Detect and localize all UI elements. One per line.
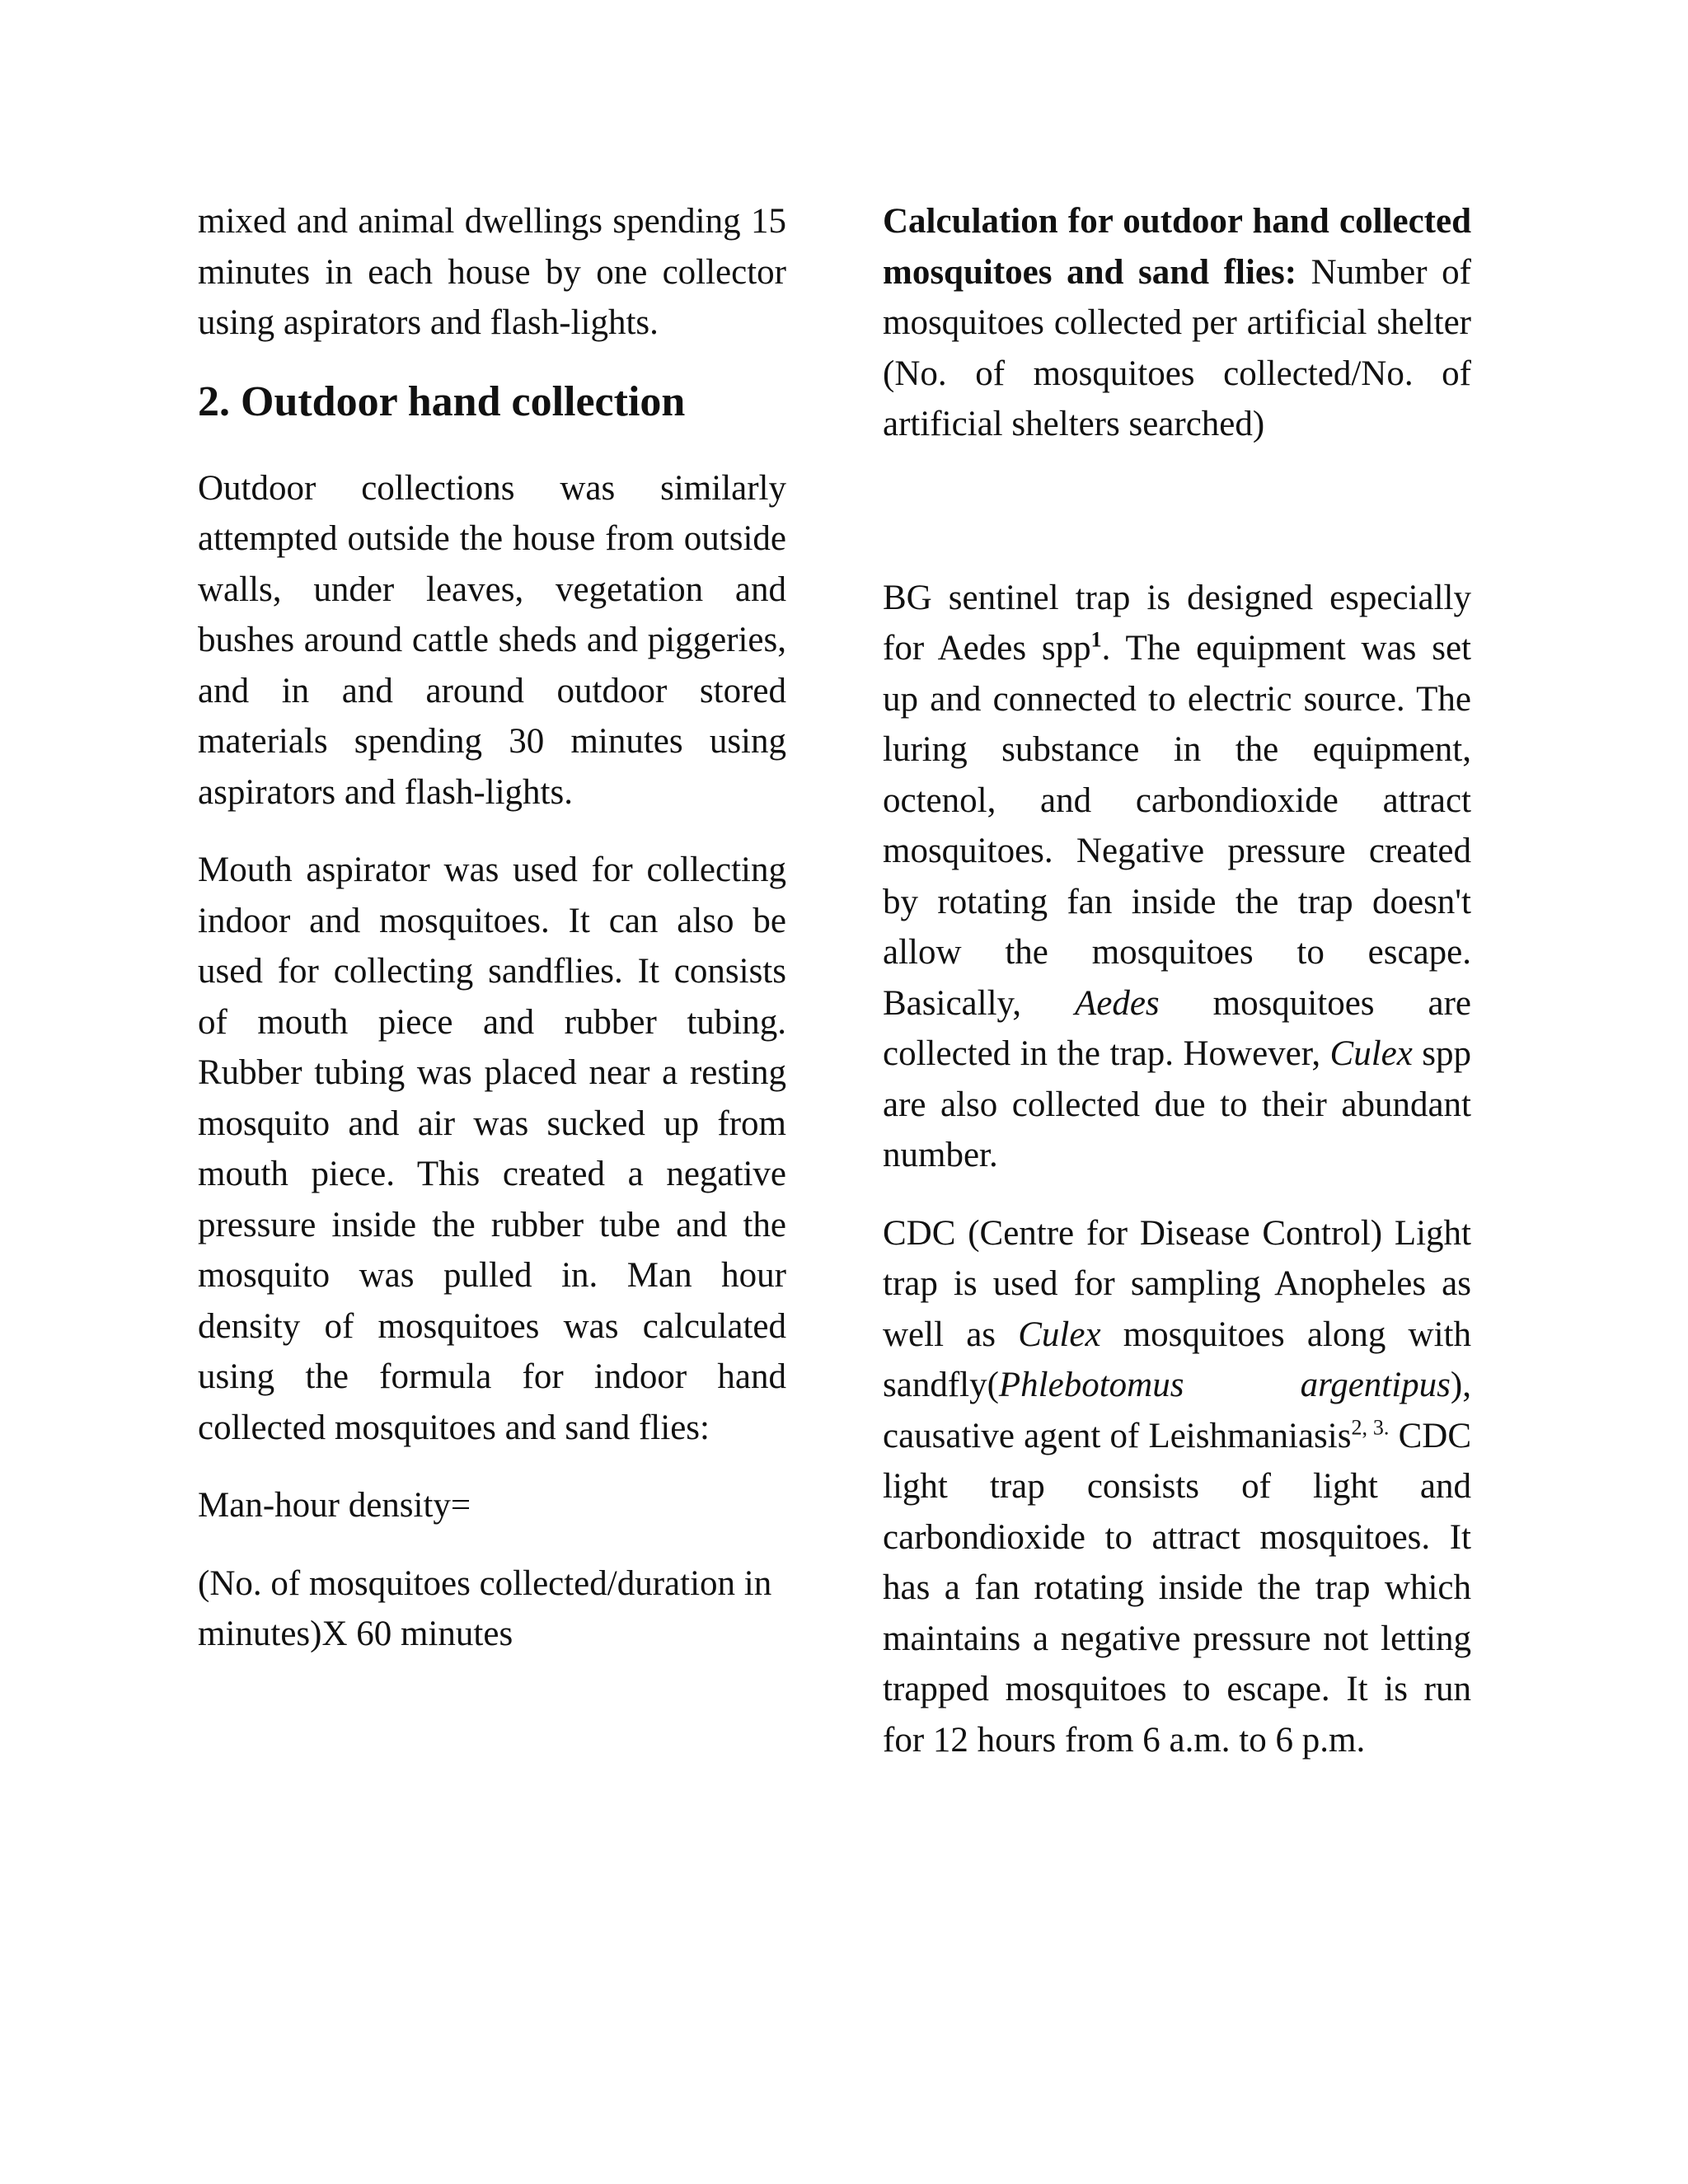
section-heading-outdoor-hand-collection: 2. Outdoor hand collection	[198, 377, 686, 425]
genus-aedes: Aedes	[1074, 983, 1160, 1023]
bg-sentinel-paragraph	[883, 573, 1471, 1181]
citation-superscript	[1091, 628, 1102, 652]
outdoor-collection-paragraph: Outdoor collections was similarly attempted outside the house from outside walls, under leaves, vegetation and bushes around cattle sheds and piggeries, and in and around outdoor stored materials spending 30 minutes using aspirators and flash-lights.	[198, 468, 786, 812]
man-hour-density-formula: (No. of mosquitoes collected/duration in minutes)X 60 minutes	[198, 1563, 772, 1653]
bg-text-2: . The equipment was set up and connected to electric source. The luring substance in the equipment, octenol, and carbondioxide attract mosquitoes. Negative pressure created by rotating fan inside the trap doesn't allow the mosquitoes to escape. Basically,	[883, 629, 1471, 1023]
column-gap	[883, 477, 1471, 573]
intro-paragraph: mixed and animal dwellings spending 15 minutes in each house by one collector using aspirators and flash-lights.	[198, 202, 786, 342]
left-column	[198, 196, 786, 1687]
mouth-aspirator-paragraph: Mouth aspirator was used for collecting indoor and mosquitoes. It can also be used for collecting sandflies. It consists of mouth piece and rubber tubing. Rubber tubing was placed near a resting mosquito and air was sucked up from mouth piece. This created a negative pressure inside the rubber tube and the mosquito was pulled in. Man hour density of mosquitoes was calculated using the formula for indoor hand collected mosquitoes and sand flies:	[198, 851, 786, 1447]
genus-culex: Culex	[1329, 1034, 1413, 1073]
outdoor-calculation-heading: Calculation for outdoor hand collected mosquitoes and sand flies:	[883, 202, 1471, 292]
bg-text-4: spp are also collected due to their abundant number.	[883, 1034, 1472, 1174]
species-phlebotomus-argentipus: Phlebotomus argentipus	[998, 1366, 1451, 1404]
bg-text-3: mosquitoes are collected in the trap. However,	[883, 983, 1472, 1073]
right-column	[883, 196, 1471, 1793]
bg-text-1: BG sentinel trap is designed especially for Aedes spp	[883, 578, 1471, 668]
cdc-text-1: CDC (Centre for Disease Control) Light trap is used for sampling Anopheles as well as	[883, 1213, 1471, 1354]
outdoor-calculation-paragraph	[883, 196, 1471, 450]
man-hour-density-label: Man-hour density=	[198, 1486, 471, 1525]
cdc-text-4: CDC light trap consists of light and carbondioxide to attract mosquitoes. It has a fan rotating inside the trap which maintains a negative pressure not letting trapped mosquitoes to escape. It is run for 12 hours from 6 a.m. to 6 p.m.	[883, 1416, 1472, 1760]
cdc-light-trap-paragraph	[883, 1208, 1471, 1766]
outdoor-calculation-body: Number of mosquitoes collected per artificial shelter (No. of mosquitoes collected/No. of artificial shelters searched)	[883, 252, 1471, 443]
genus-culex: Culex	[1018, 1315, 1101, 1354]
citation-superscript: 2, 3.	[1351, 1415, 1390, 1440]
cdc-text-3: ), causative agent of Leishmaniasis	[883, 1366, 1471, 1455]
citation-1: 1	[1090, 627, 1102, 652]
cdc-text-2: mosquitoes along with sandfly(	[883, 1315, 1471, 1404]
